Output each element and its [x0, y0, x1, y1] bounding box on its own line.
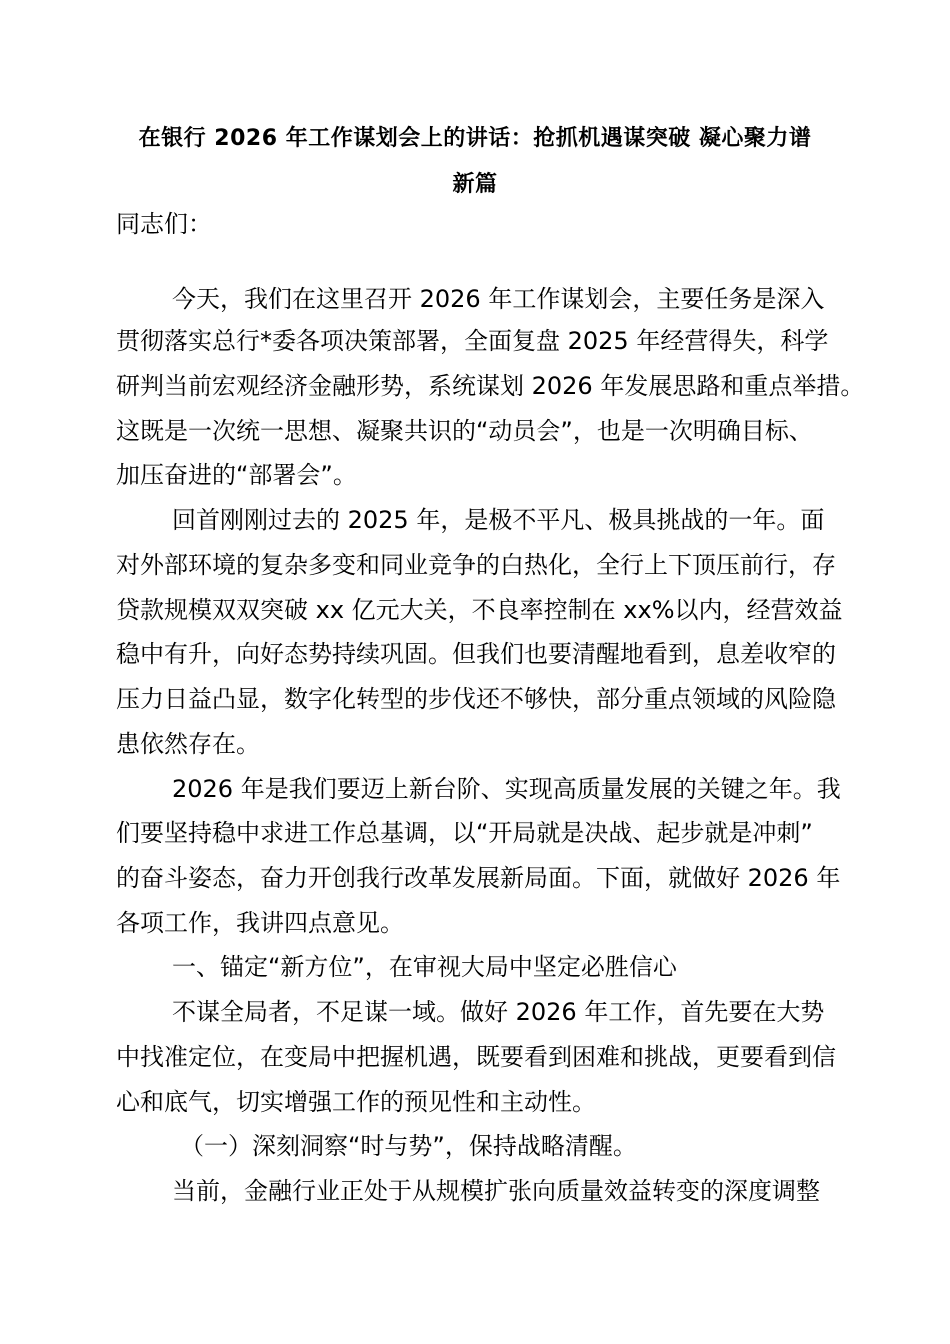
text-line: 加压奋进的“部署会”。 — [116, 461, 357, 489]
text-line: 这既是一次统一思想、凝聚共识的“动员会”，也是一次明确目标、 — [116, 417, 813, 445]
text-line: 2026 年是我们要迈上新台阶、实现高质量发展的关键之年。我 — [172, 775, 841, 803]
text-line: 压力日益凸显，数字化转型的步伐还不够快，部分重点领域的风险隐 — [116, 685, 836, 713]
text-line: 当前，金融行业正处于从规模扩张向质量效益转变的深度调整 — [172, 1177, 820, 1205]
text-line: 不谋全局者，不足谋一域。做好 2026 年工作，首先要在大势 — [172, 998, 825, 1026]
text-line: 们要坚持稳中求进工作总基调，以“开局就是决战、起步就是冲刺” — [116, 819, 813, 847]
text-line: 稳中有升，向好态势持续巩固。但我们也要清醒地看到，息差收窄的 — [116, 640, 836, 668]
text-line: 对外部环境的复杂多变和同业竞争的白热化，全行上下顶压前行，存 — [116, 551, 836, 579]
text-line: 贷款规模双双突破 xx 亿元大关，不良率控制在 xx%以内，经营效益 — [116, 596, 843, 624]
text-line: 研判当前宏观经济金融形势，系统谋划 2026 年发展思路和重点举措。 — [116, 372, 865, 400]
text-line: 的奋斗姿态，奋力开创我行改革发展新局面。下面，就做好 2026 年 — [116, 864, 841, 892]
text-line: 回首刚刚过去的 2025 年，是极不平凡、极具挑战的一年。面 — [172, 506, 825, 534]
subsection-heading: （一）深刻洞察“时与势”，保持战略清醒。 — [180, 1132, 637, 1160]
section-heading: 一、锚定“新方位”，在审视大局中坚定必胜信心 — [172, 953, 677, 981]
document-title-line-1: 在银行 2026 年工作谋划会上的讲话：抢抓机遇谋突破 凝心聚力谱 — [138, 126, 812, 151]
text-line: 患依然存在。 — [116, 730, 260, 758]
text-line: 各项工作，我讲四点意见。 — [116, 909, 404, 937]
text-line: 今天，我们在这里召开 2026 年工作谋划会，主要任务是深入 — [172, 285, 825, 313]
document-title-line-2: 新篇 — [452, 172, 498, 197]
text-line: 中找准定位，在变局中把握机遇，既要看到困难和挑战，更要看到信 — [116, 1043, 836, 1071]
greeting: 同志们： — [116, 210, 212, 238]
text-line: 心和底气，切实增强工作的预见性和主动性。 — [116, 1088, 596, 1116]
text-line: 贯彻落实总行*委各项决策部署，全面复盘 2025 年经营得失，科学 — [116, 327, 829, 355]
